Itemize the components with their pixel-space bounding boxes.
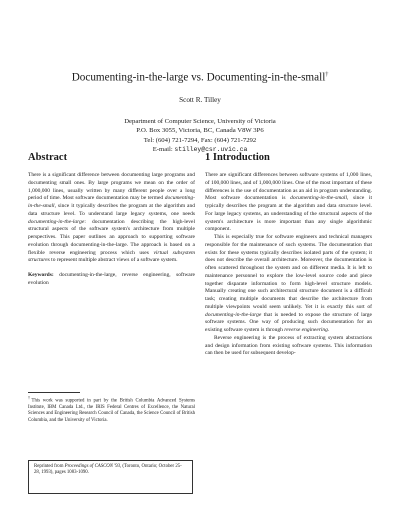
author-name: Scott R. Tilley	[179, 96, 221, 104]
email-line: E-mail: stilley@csr.uvic.ca	[152, 145, 248, 153]
affiliation-line: Tel: (604) 721-7294, Fax: (604) 721-7292	[143, 136, 257, 144]
abstract-body	[28, 172, 195, 288]
keywords-line: Keywords: documenting-in-the-large, reverse engineering, software evolution	[28, 272, 195, 286]
introduction-body	[205, 172, 372, 358]
footnote-rule	[28, 392, 80, 393]
affiliation-line: Department of Computer Science, University of Victoria	[124, 118, 276, 125]
intro-paragraph: Reverse engineering is the process of extracting system abstractions and design information from existing software systems. This information can then be used for subsequent develop-	[205, 334, 372, 357]
affiliation-block	[0, 117, 400, 154]
reprint-box: Reprinted from Proceedings of CASCON '93, (Toronto, Ontario; October 25-28, 1993), pages 1083-1090.	[28, 460, 193, 494]
introduction-heading: 1 Introduction	[205, 152, 270, 163]
paper-title: Documenting-in-the-large vs. Documenting-in-the-small†	[71, 71, 329, 84]
footnote: †This work was supported in part by the British Columbia Advanced Systems Institute, IBM Canada Ltd., the IRIS Federal Centres of Excellence, the Natural Sciences and Engineering Research Council of Canada, the Science Council of British Columbia, and the University of Victoria.	[28, 395, 196, 423]
title-footnote-mark: †	[325, 72, 329, 78]
abstract-heading: Abstract	[28, 152, 68, 163]
intro-paragraph: There are significant differences between software systems of 1,000 lines, of 100,000 lines, and of 1,000,000 lines. One of the most important of these differences is the use of documentation as an aid in program understanding. Most software documentation is documenting-in-the-small, since it typically describes the program at the algorithm and data structure level. For large legacy systems, an understanding of the structural aspects of the system's architecture is more important than any single algorithmic component.	[205, 172, 372, 233]
abstract-paragraph: There is a significant difference between documenting large programs and documenting small ones. By large programs we mean on the order of 1,000,000 lines, usually written by many different people over a long period of time. Most software documentation may be termed documenting-in-the-small, since it typically describes the program at the algorithm and data structure level. To understand large legacy systems, one needs documenting-in-the-large: documentation describing the high-level structural aspects of the software system's architecture from multiple perspectives. This paper outlines an approach to supporting software evolution through documenting-in-the-large. The approach is based on a flexible reverse engineering process which uses virtual subsystem structures to represent multiple abstract views of a software system.	[28, 172, 195, 264]
email-address[interactable]: stilley@csr.uvic.ca	[174, 145, 248, 153]
intro-paragraph: This is especially true for software engineers and technical managers responsible for the maintenance of such systems. The documentation that exists for these systems typically describes isolated parts of the system; it does not describe the overall architecture. Moreover, the documentation is often scattered throughout the system and on different media. It is left to maintenance personnel to explore the low-level source code and piece together disparate information to form high-level structure models. Manually creating one such architectural structure document is a difficult task; creating multiple documents that describe the architecture from multiple viewpoints would seem unlikely. Yet it is exactly this sort of documenting-in-the-large that is needed to expose the structure of large software systems. One way of producing such documentation for an existing software system is through reverse engineering.	[205, 234, 372, 333]
affiliation-line: P.O. Box 3055, Victoria, BC, Canada V8W 3P6	[136, 127, 264, 135]
